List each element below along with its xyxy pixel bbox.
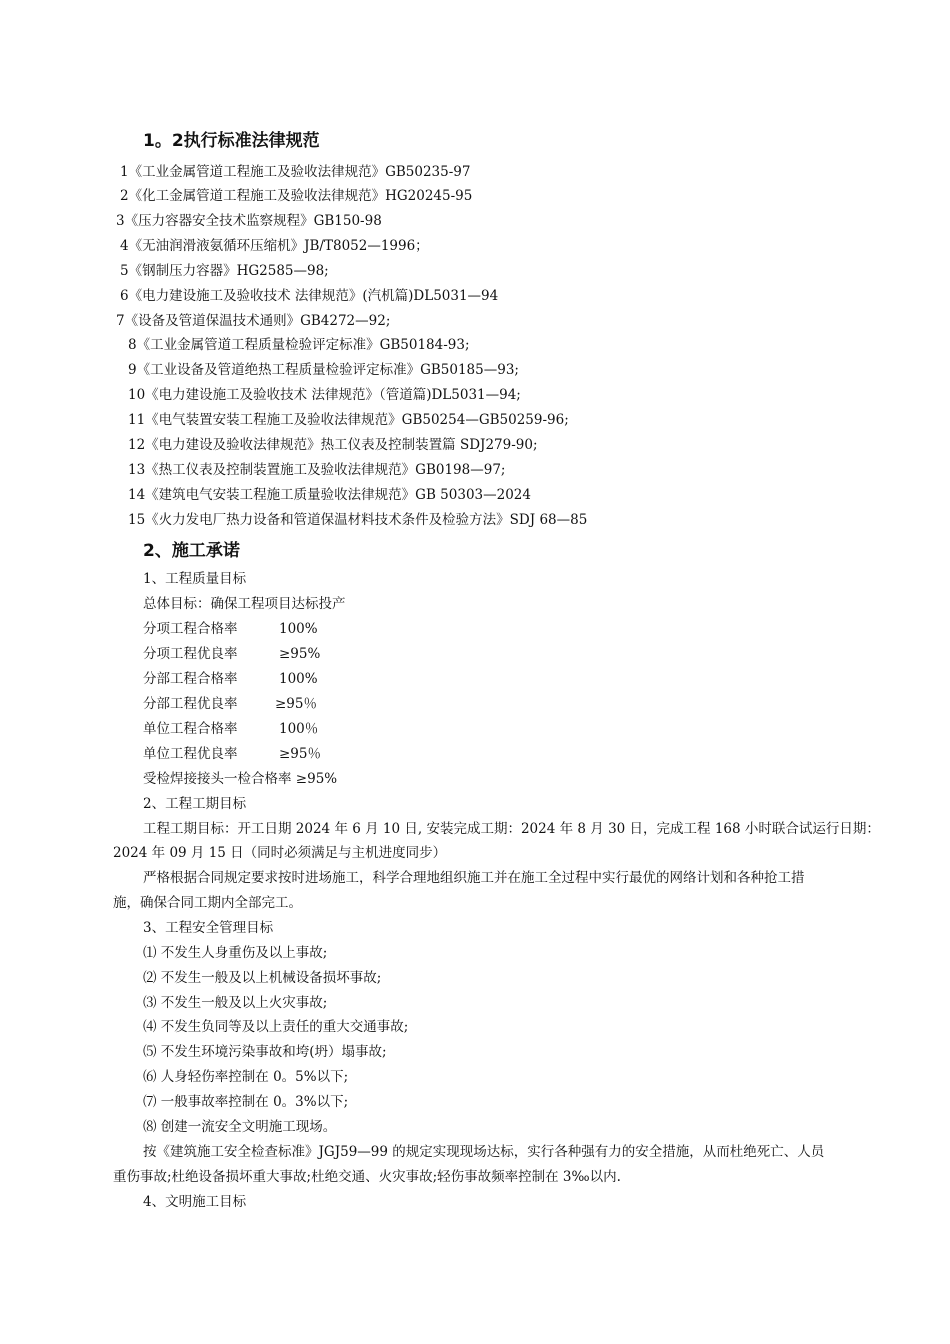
- standard-item: 10《电力建设施工及验收技术 法律规范》（管道篇)DL5031—94;: [128, 387, 521, 403]
- rate-value: 100%: [279, 671, 318, 687]
- standard-item: 1《工业金属管道工程施工及验收法律规范》GB50235-97: [120, 164, 471, 180]
- rate-label: 分项工程优良率: [143, 646, 238, 662]
- standard-item: 8《工业金属管道工程质量检验评定标准》GB50184-93;: [128, 337, 470, 353]
- rate-value: ≥95％: [275, 696, 317, 712]
- standard-item: 7《设备及管道保温技术通则》GB4272—92;: [116, 313, 391, 329]
- civil-heading: 4、文明施工目标: [143, 1194, 247, 1210]
- rate-value: 100%: [279, 621, 318, 637]
- safety-item: ⑹ 人身轻伤率控制在 0。5%以下;: [143, 1069, 349, 1085]
- standard-item: 5《钢制压力容器》HG2585—98;: [120, 263, 329, 279]
- schedule-paragraph-1-cont: 2024 年 09 月 15 日（同时必须满足与主机进度同步）: [113, 845, 447, 861]
- rate-label: 分项工程合格率: [143, 621, 238, 637]
- section-2-title: 2、施工承诺: [143, 541, 240, 561]
- rate-value: ≥95％: [279, 746, 321, 762]
- quality-heading: 1、工程质量目标: [143, 571, 247, 587]
- rate-value: 100％: [279, 721, 319, 737]
- standard-item: 14《建筑电气安装工程施工质量验收法律规范》GB 50303—2024: [128, 487, 531, 503]
- safety-item: ⑶ 不发生一般及以上火灾事故;: [143, 995, 328, 1011]
- rate-label: 单位工程优良率: [143, 746, 238, 762]
- safety-item: ⑴ 不发生人身重伤及以上事故;: [143, 945, 328, 961]
- rate-label: 分部工程合格率: [143, 671, 238, 687]
- standard-item: 3《压力容器安全技术监察规程》GB150-98: [116, 213, 382, 229]
- quality-overall: 总体目标：确保工程项目达标投产: [143, 596, 346, 612]
- safety-paragraph-cont: 重伤事故;杜绝设备损坏重大事故;杜绝交通、火灾事故;轻伤事故频率控制在 3‰以内.: [113, 1169, 621, 1185]
- weld-rate: 受检焊接接头一检合格率 ≥95%: [143, 771, 338, 787]
- standard-item: 9《工业设备及管道绝热工程质量检验评定标准》GB50185—93;: [128, 362, 519, 378]
- safety-item: ⑺ 一般事故率控制在 0。3%以下;: [143, 1094, 349, 1110]
- safety-heading: 3、工程安全管理目标: [143, 920, 274, 936]
- standard-item: 6《电力建设施工及验收技术 法律规范》(汽机篇)DL5031—94: [120, 288, 499, 304]
- section-1-2-title: 1。2执行标准法律规范: [143, 131, 320, 151]
- standard-item: 15《火力发电厂热力设备和管道保温材料技术条件及检验方法》SDJ 68—85: [128, 512, 588, 528]
- safety-item: ⑸ 不发生环境污染事故和垮(坍）塌事故;: [143, 1044, 387, 1060]
- rate-value: ≥95%: [279, 646, 321, 662]
- schedule-paragraph-2: 严格根据合同规定要求按时进场施工，科学合理地组织施工并在施工全过程中实行最优的网络计划和各种抢工措: [143, 870, 805, 886]
- schedule-heading: 2、工程工期目标: [143, 796, 247, 812]
- standard-item: 2《化工金属管道工程施工及验收法律规范》HG20245-95: [120, 188, 473, 204]
- safety-item: ⑵ 不发生一般及以上机械设备损坏事故;: [143, 970, 382, 986]
- standard-item: 11《电气装置安装工程施工及验收法律规范》GB50254—GB50259-96;: [128, 412, 569, 428]
- schedule-paragraph-1: 工程工期目标：开工日期 2024 年 6 月 10 日, 安装完成工期：2024 年 8 月 30 日，完成工程 168 小时联合试运行日期：: [143, 821, 880, 837]
- standard-item: 13《热工仪表及控制装置施工及验收法律规范》GB0198—97;: [128, 462, 506, 478]
- rate-label: 分部工程优良率: [143, 696, 238, 712]
- standard-item: 12《电力建设及验收法律规范》热工仪表及控制装置篇 SDJ279-90;: [128, 437, 538, 453]
- standard-item: 4《无油润滑液氨循环压缩机》JB/T8052—1996；: [120, 238, 429, 254]
- safety-item: ⑷ 不发生负同等及以上责任的重大交通事故;: [143, 1019, 409, 1035]
- safety-item: ⑻ 创建一流安全文明施工现场。: [143, 1119, 337, 1135]
- rate-label: 单位工程合格率: [143, 721, 238, 737]
- schedule-paragraph-2-cont: 施，确保合同工期内全部完工。: [113, 895, 302, 911]
- safety-paragraph: 按《建筑施工安全检查标准》JGJ59—99 的规定实现现场达标，实行各种强有力的安全措施，从而杜绝死亡、人员: [143, 1144, 825, 1160]
